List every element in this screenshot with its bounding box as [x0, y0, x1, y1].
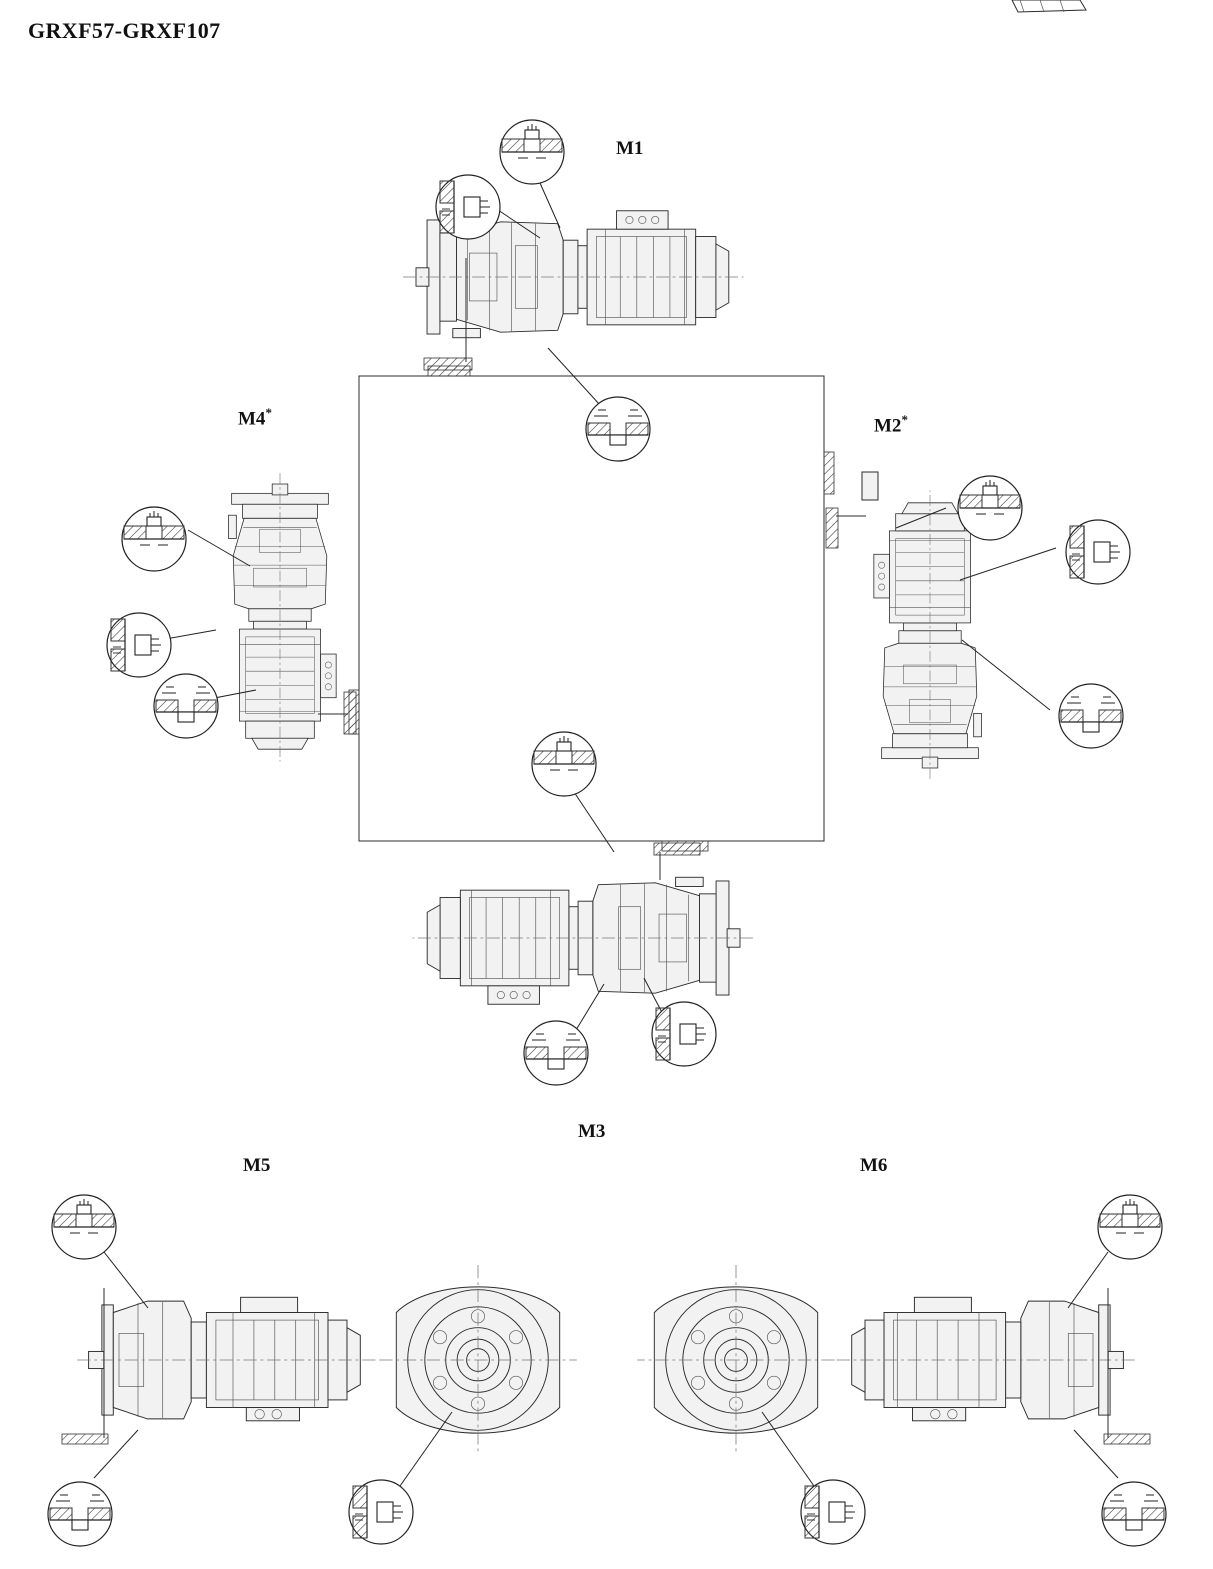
symbol-m4-level [107, 613, 171, 677]
position-label-m1: M1 [616, 138, 644, 159]
symbol-m1-level [436, 175, 500, 239]
assembly-m3 [412, 786, 752, 1030]
position-label-m2: M2* [874, 412, 908, 437]
assembly-m6 [637, 1252, 1150, 1486]
page-edge-artifact [1012, 0, 1086, 12]
symbol-m4-vent [122, 507, 186, 571]
position-label-m4: M4* [238, 405, 272, 430]
assembly-m1 [403, 174, 743, 405]
symbol-m6-vent [1098, 1195, 1162, 1259]
position-label-m5: M5 [243, 1155, 271, 1176]
page-title: GRXF57-GRXF107 [28, 18, 221, 43]
symbol-m5-drain [48, 1482, 112, 1546]
symbol-m6-level [801, 1480, 865, 1544]
symbol-m5-vent [52, 1195, 116, 1259]
symbol-m5-level [349, 1480, 413, 1544]
symbol-m2-level [1066, 520, 1130, 584]
assembly-m4 [160, 473, 356, 762]
symbol-m3-vent [532, 732, 596, 796]
symbol-m2-vent [958, 476, 1022, 540]
symbol-m6-drain [1102, 1482, 1166, 1546]
position-label-m3: M3 [578, 1121, 606, 1142]
position-label-m6: M6 [860, 1155, 888, 1176]
machine-frame [349, 366, 834, 851]
symbol-m1-vent [500, 120, 564, 184]
symbol-m4-drain [154, 674, 218, 738]
symbol-m1-drain [586, 397, 650, 461]
symbol-m3-level [652, 1002, 716, 1066]
symbol-m3-drain [524, 1021, 588, 1085]
assembly-m5 [62, 1252, 577, 1486]
symbol-m2-drain [1059, 684, 1123, 748]
assembly-m2 [826, 472, 1056, 779]
